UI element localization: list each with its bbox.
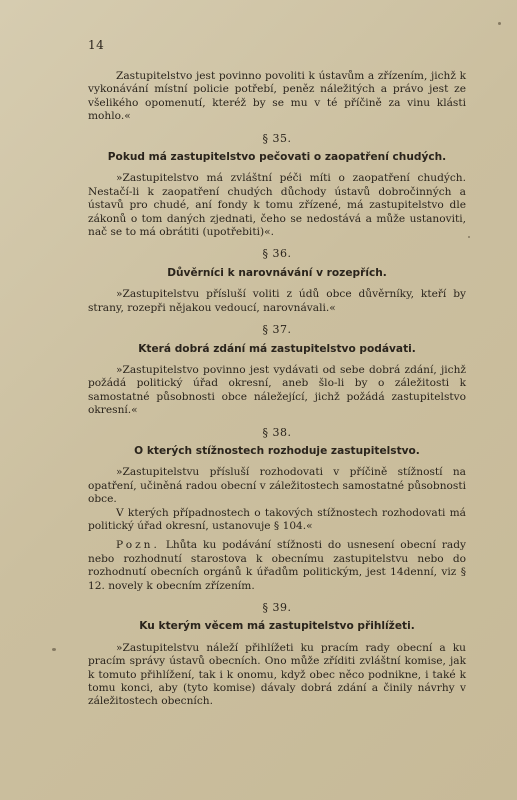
section-35-title: Pokud má zastupitelstvo pečovati o zaopatření chudých.: [107, 151, 447, 164]
section-36-number: § 36.: [262, 247, 292, 261]
page-number: 14: [88, 38, 105, 52]
paragraph-opening: Zastupitelstvo jest povinno povoliti k ústavům a zřízením, jichž k vykonávání místní policie potřebí, peněz náležitých a právo jest ze všelikého opomenutí, kteréž by se mu v té příčině za vinu klásti mohlo.«: [88, 70, 466, 123]
note-paragraph: [88, 539, 466, 593]
paper-speck: [468, 236, 470, 238]
note-label: Pozn.: [116, 539, 160, 552]
section-39-number: § 39.: [262, 601, 292, 614]
page-content: [88, 70, 466, 709]
section-38-title: O kterých stížnostech rozhoduje zastupitelstvo.: [134, 444, 420, 457]
section-37-number: § 37.: [262, 323, 292, 337]
section-39-paragraph: »Zastupitelstvu náleží přihlížeti ku pracím rady obecní a ku pracím správy ústavů obecních. Ono může zříditi zvláštní komise, jak k tomuto přihlížení, tak i k onomu, když obec něco podnikne, i také k tomu konci, aby (tyto komise) dávaly dobrá zdání a činily návrhy v záležitostech obecních.: [88, 641, 466, 708]
section-38-paragraph-2: V kterých případnostech o takových stížnostech rozhodovati má politický úřad okresní, ustanovuje § 104.«: [88, 506, 466, 532]
section-38-number: § 38.: [262, 425, 292, 439]
paper-speck: [52, 648, 56, 651]
note-text: Lhůta ku podávání stížnosti do usnesení obecní rady nebo rozhodnutí starostova k obecnímu zastupitelstvu nebo do rozhodnutí obecních orgánů k úřadům politickým, jest 14denní, viz § 12. novely k obecním zřízením.: [88, 539, 466, 592]
section-39-title: Ku kterým věcem má zastupitelstvo přihlížeti.: [139, 620, 415, 633]
section-36-paragraph: »Zastupitelstvu přísluší voliti z údů obce důvěrníky, kteří by strany, rozepři nějakou vedoucí, narovnávali.«: [88, 288, 466, 314]
paper-speck: [498, 22, 501, 25]
section-37-title: Která dobrá zdání má zastupitelstvo podávati.: [138, 342, 416, 355]
section-37-paragraph: »Zastupitelstvo povinno jest vydávati od sebe dobrá zdání, jichž požádá politický úřad okresní, aneb šlo-li by o záležitosti k samostatné působnosti obce náležející, jichž požádá zastupitelstvo okresní.«: [88, 363, 466, 417]
section-35-number: § 35.: [262, 131, 292, 145]
section-35-paragraph: »Zastupitelstvo má zvláštní péči míti o zaopatření chudých. Nestačí-li k zaopatření chudých důchody ústavů dobročinných a ústavů pro chudé, aní fondy k tomu zřízené, má zastupitelstvo dle zákonů o tom daných zjednati, čeho se nedostává a může ustanoviti, nač se to má obrátiti (upotřebiti)«.: [88, 172, 466, 239]
section-36-title: Důvěrníci k narovnávání v rozepřích.: [167, 266, 387, 279]
section-38-paragraph-1: »Zastupitelstvu přísluší rozhodovati v příčině stížností na opatření, učiněná radou obecní v záležitostech samostatné působnosti obce.: [88, 466, 466, 506]
